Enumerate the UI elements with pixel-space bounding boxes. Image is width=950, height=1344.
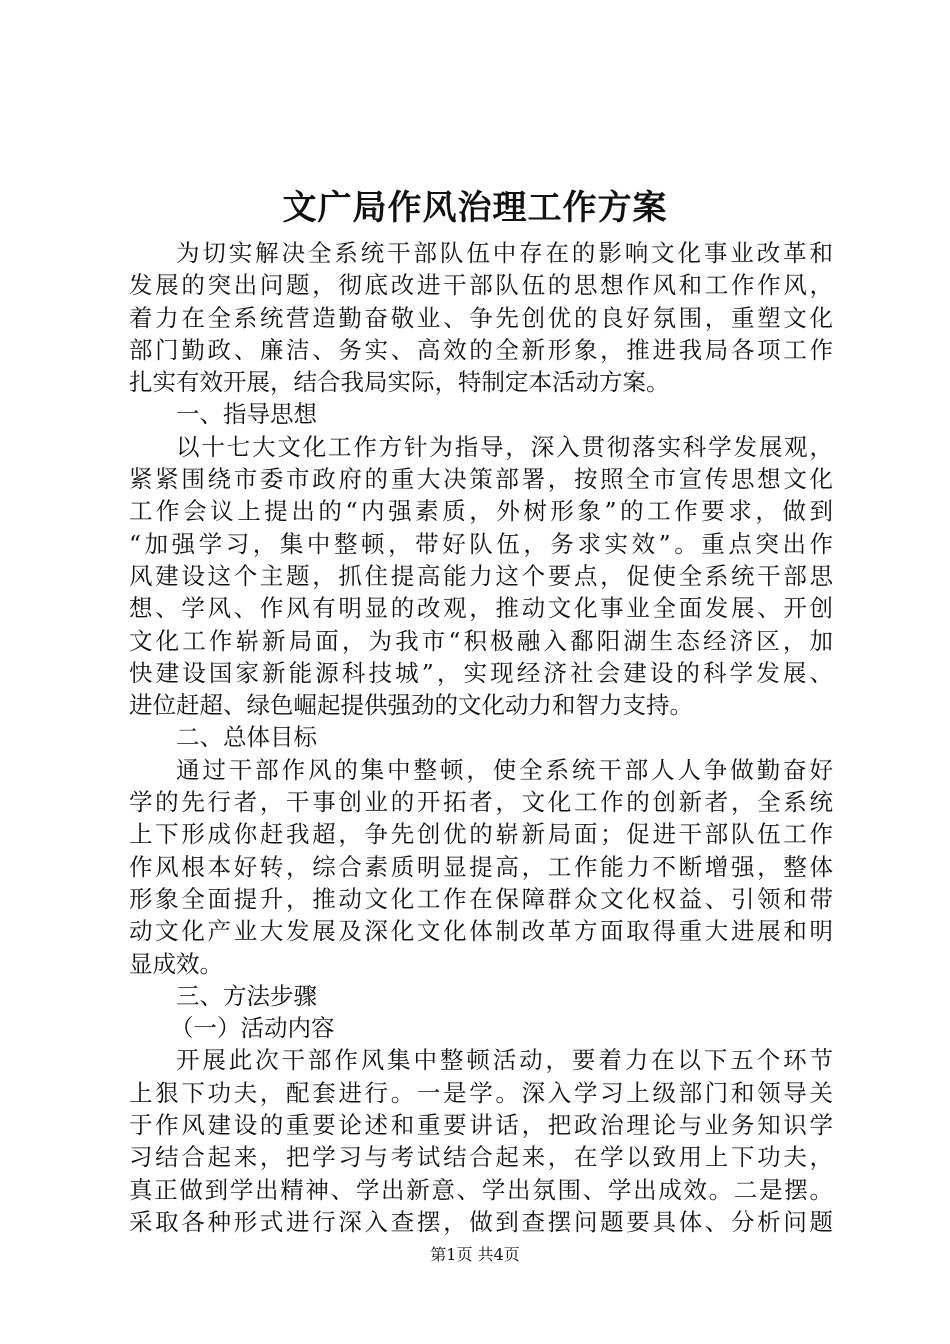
subsection-heading: （一）活动内容 bbox=[170, 1014, 335, 1043]
body-line: 习结合起来，把学习与考试结合起来，在学以致用上下功夫， bbox=[129, 1143, 833, 1172]
body-line: 通过干部作风的集中整顿，使全系统干部人人争做勤奋好 bbox=[176, 755, 833, 784]
body-line: 上狠下功夫，配套进行。一是学。深入学习上级部门和领导关 bbox=[129, 1078, 833, 1107]
body-line: 学的先行者，干事创业的开拓者，文化工作的创新者，全系统 bbox=[129, 788, 833, 817]
page-footer: 第1页 共4页 bbox=[430, 1245, 520, 1264]
body-line: 部门勤政、廉洁、务实、高效的全新形象，推进我局各项工作 bbox=[129, 335, 833, 364]
section-heading: 一、指导思想 bbox=[176, 400, 317, 429]
body-line: 紧紧围绕市委市政府的重大决策部署，按照全市宣传思想文化 bbox=[129, 465, 833, 494]
body-line: 真正做到学出精神、学出新意、学出氛围、学出成效。二是摆。 bbox=[129, 1175, 833, 1204]
body-line: 进位赶超、绿色崛起提供强劲的文化动力和智力支持。 bbox=[129, 691, 693, 720]
body-line: 想、学风、作风有明显的改观，推动文化事业全面发展、开创 bbox=[129, 594, 833, 623]
body-line: “加强学习，集中整顿，带好队伍，务求实效”。重点突出作 bbox=[129, 529, 833, 558]
body-line: 开展此次干部作风集中整顿活动，要着力在以下五个环节 bbox=[176, 1046, 833, 1075]
body-line: 形象全面提升，推动文化工作在保障群众文化权益、引领和带 bbox=[129, 884, 833, 913]
body-line: 为切实解决全系统干部队伍中存在的影响文化事业改革和 bbox=[176, 239, 833, 267]
body-line: 着力在全系统营造勤奋敬业、争先创优的良好氛围，重塑文化 bbox=[129, 303, 833, 332]
body-line: 上下形成你赶我超，争先创优的崭新局面；促进干部队伍工作 bbox=[129, 820, 833, 849]
body-line: 快建设国家新能源科技城”，实现经济社会建设的科学发展、 bbox=[129, 658, 833, 687]
body-line: 动文化产业大发展及深化文化体制改革方面取得重大进展和明 bbox=[129, 917, 833, 946]
body-line: 工作会议上提出的“内强素质，外树形象”的工作要求，做到 bbox=[129, 497, 833, 526]
body-line: 以十七大文化工作方针为指导，深入贯彻落实科学发展观， bbox=[176, 432, 833, 461]
document-title: 文广局作风治理工作方案 bbox=[282, 188, 668, 228]
body-line: 显成效。 bbox=[129, 949, 223, 978]
body-line: 风建设这个主题，抓住提高能力这个要点，促使全系统干部思 bbox=[129, 561, 833, 590]
section-heading: 三、方法步骤 bbox=[176, 981, 317, 1010]
body-line: 文化工作崭新局面，为我市“积极融入鄱阳湖生态经济区，加 bbox=[129, 626, 833, 655]
body-line: 于作风建设的重要论述和重要讲话，把政治理论与业务知识学 bbox=[129, 1111, 833, 1140]
body-line: 发展的突出问题，彻底改进干部队伍的思想作风和工作作风， bbox=[129, 271, 833, 300]
section-heading: 二、总体目标 bbox=[176, 723, 317, 752]
body-line: 作风根本好转，综合素质明显提高，工作能力不断增强，整体 bbox=[129, 852, 833, 881]
body-line: 扎实有效开展，结合我局实际，特制定本活动方案。 bbox=[129, 368, 670, 397]
body-line: 采取各种形式进行深入查摆，做到查摆问题要具体、分析问题 bbox=[129, 1207, 833, 1236]
document-body bbox=[129, 237, 833, 1238]
